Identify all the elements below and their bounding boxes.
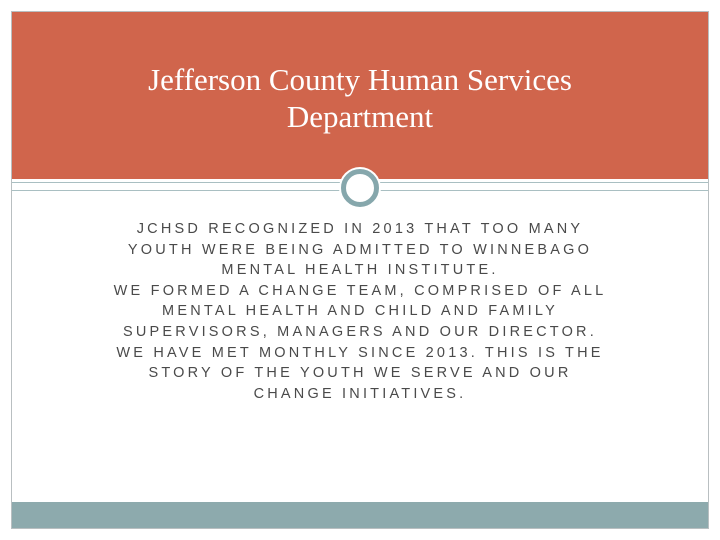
- footer-bar: [12, 502, 708, 528]
- body-paragraph: WE FORMED A CHANGE TEAM, COMPRISED OF ALL MENTAL HEALTH AND CHILD AND FAMILY SUPERVISORS, MANAGERS AND OUR DIRECTOR.: [113, 282, 607, 340]
- body-paragraph: JCHSD RECOGNIZED IN 2013 THAT TOO MANY YOUTH WERE BEING ADMITTED TO WINNEBAGO MENTAL HEALTH INSTITUTE.: [127, 221, 593, 279]
- body-paragraph: WE HAVE MET MONTHLY SINCE 2013. THIS IS THE STORY OF THE YOUTH WE SERVE AND OUR CHANGE INITIATIVES.: [116, 344, 604, 402]
- slide-body: [110, 219, 610, 404]
- ring-icon: [341, 169, 379, 207]
- slide-title: Jefferson County Human Services Department: [148, 61, 572, 134]
- title-banner: [12, 12, 708, 179]
- circle-ornament-icon: [339, 167, 381, 209]
